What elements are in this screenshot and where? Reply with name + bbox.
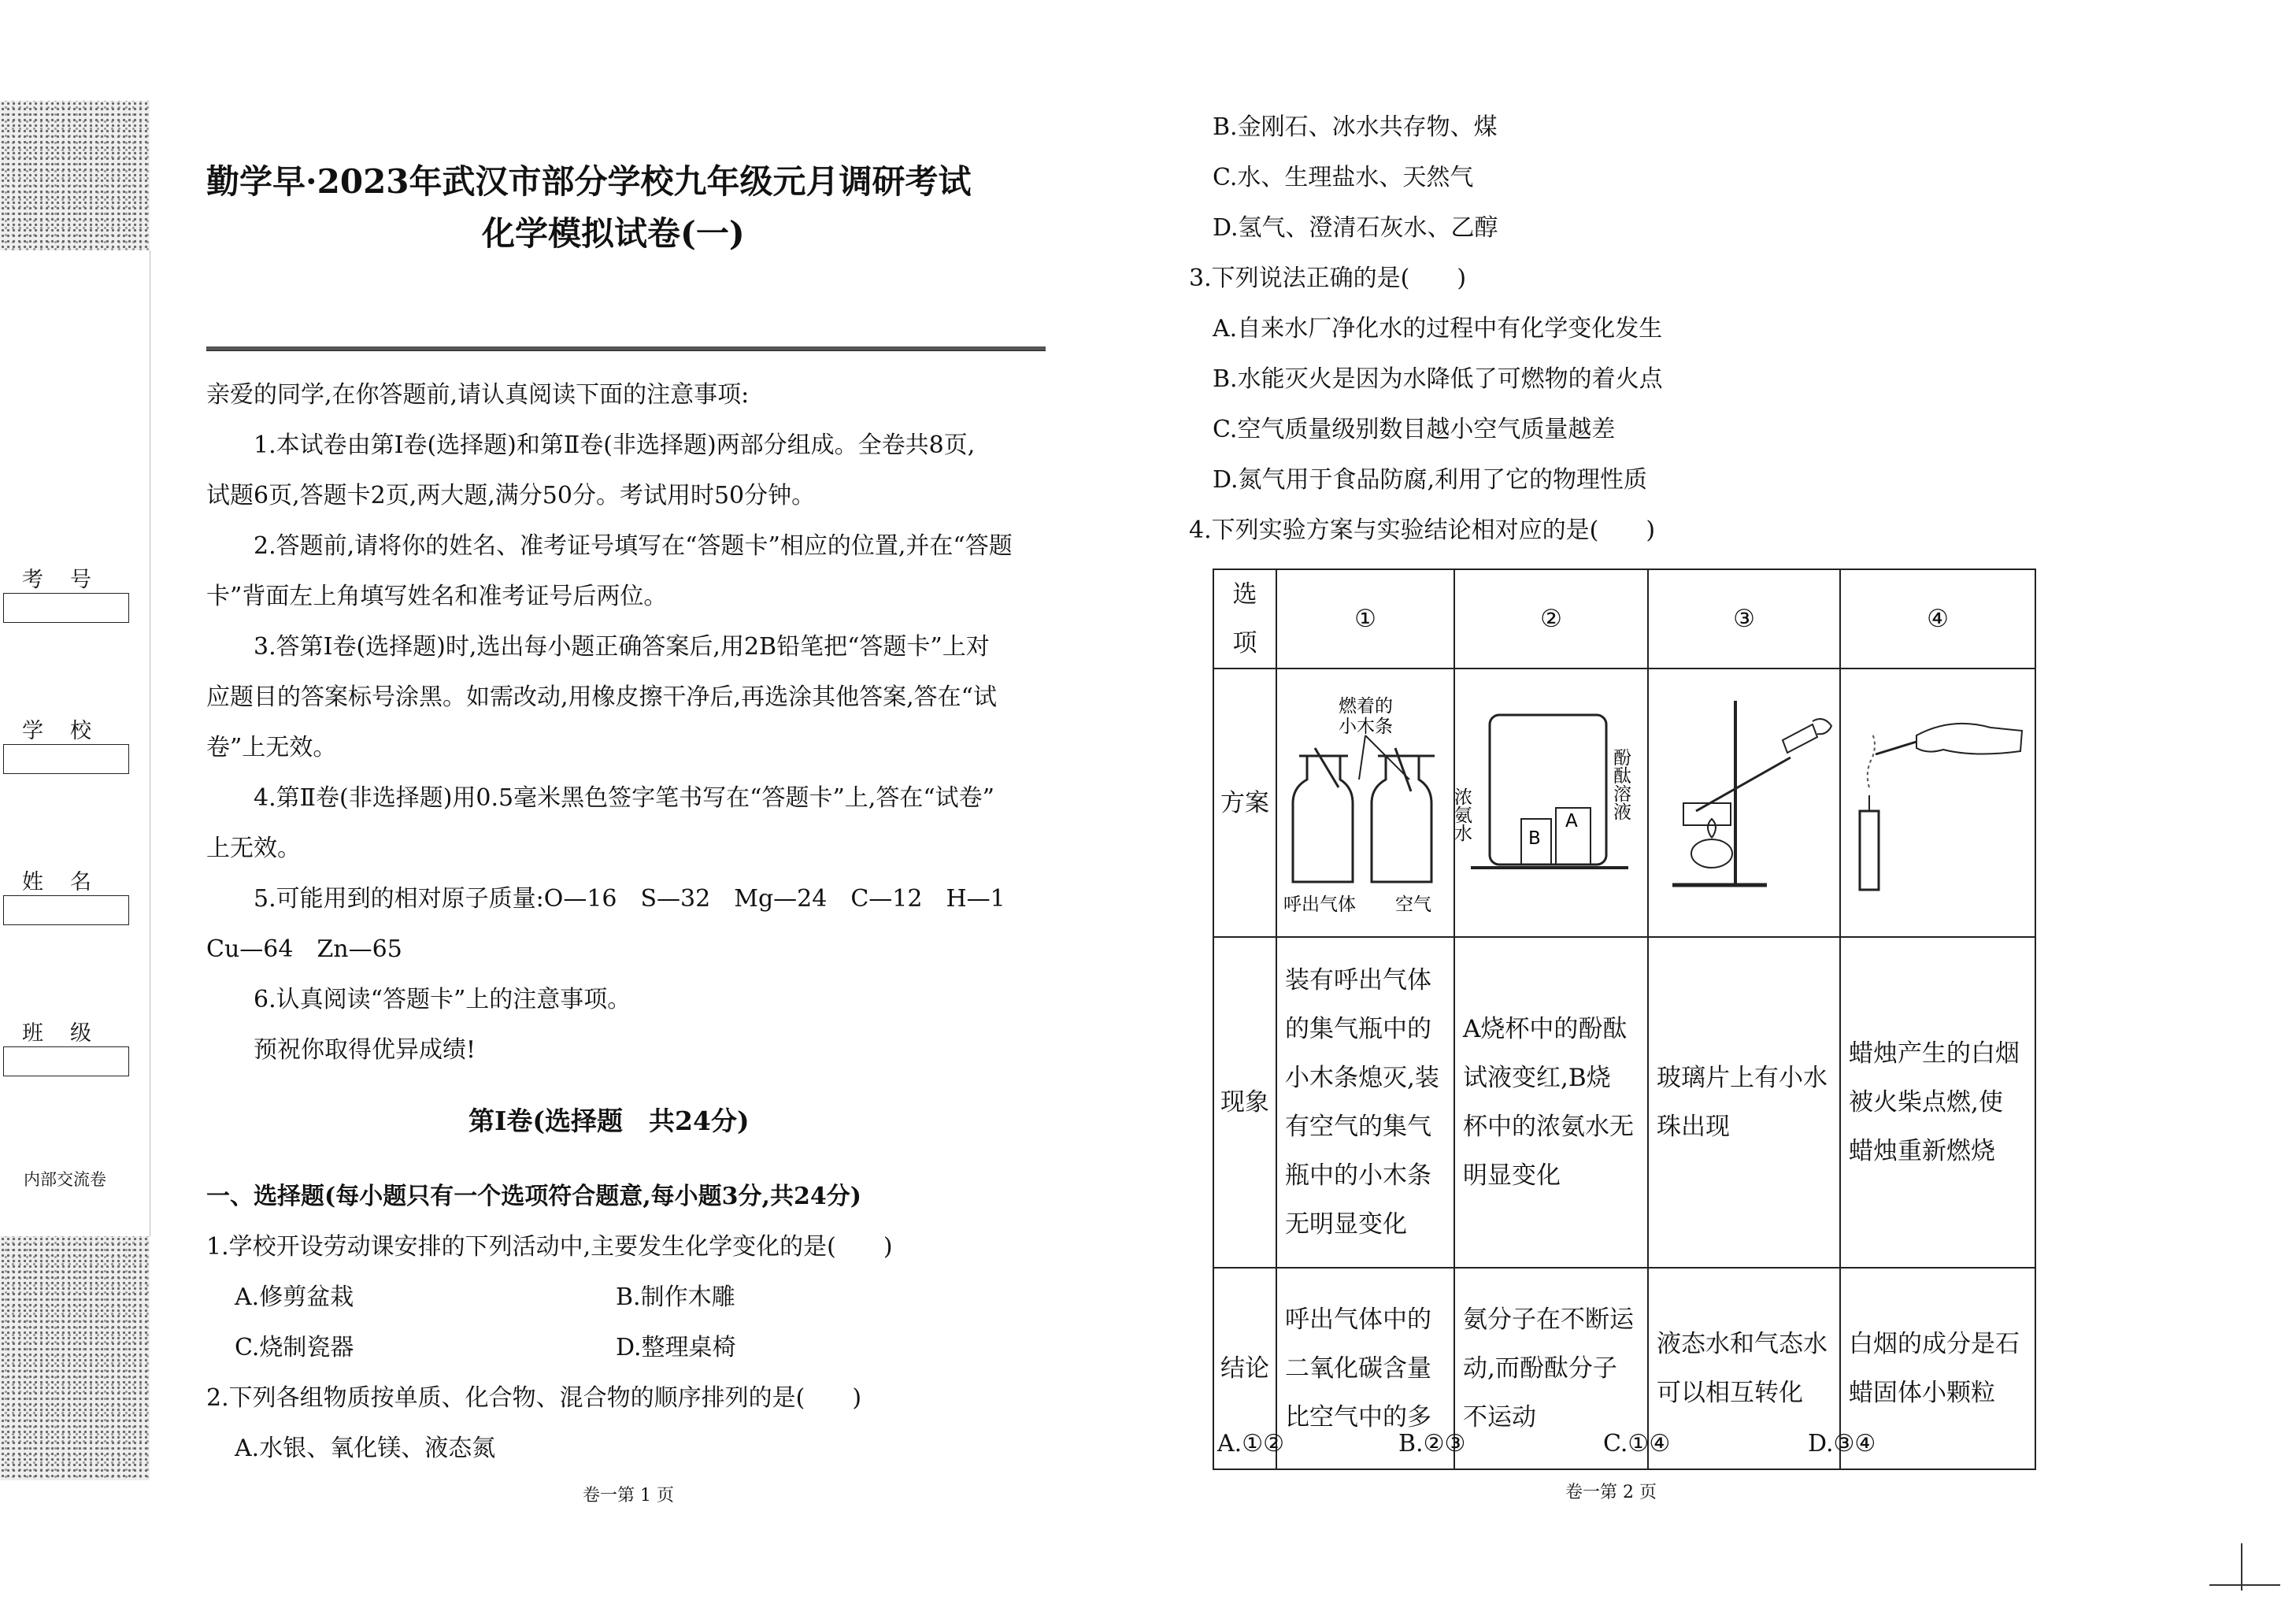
question-4: 4.下列实验方案与实验结论相对应的是( ) xyxy=(1189,517,1656,544)
phen1-line: 有空气的集气 xyxy=(1285,1113,1431,1141)
phen2-line: 试液变红,B烧 xyxy=(1463,1064,1611,1092)
notice-6: 6.认真阅读“答题卡”上的注意事项。 xyxy=(254,986,631,1013)
fig1-label-left: 呼出气体 xyxy=(1283,894,1356,915)
phen4-line: 蜡烛产生的白烟 xyxy=(1849,1039,2020,1068)
conc2-line: 氨分子在不断运 xyxy=(1463,1306,1634,1334)
phenomenon-3 xyxy=(1648,937,1840,1268)
exam-title: 勤学早·2023年武汉市部分学校九年级元月调研考试 xyxy=(206,162,972,201)
notice-2b: 卡”背面左上角填写姓名和准考证号后两位。 xyxy=(206,583,668,610)
header-3: ③ xyxy=(1648,569,1840,669)
question-3: 3.下列说法正确的是( ) xyxy=(1189,265,1467,292)
phen3-line: 珠出现 xyxy=(1657,1113,1730,1141)
conc4-line: 白烟的成分是石 xyxy=(1849,1330,2020,1358)
greeting: 亲爱的同学,在你答题前,请认真阅读下面的注意事项: xyxy=(206,381,750,409)
notice-1a: 1.本试卷由第Ⅰ卷(选择题)和第Ⅱ卷(非选择题)两部分组成。全卷共8页, xyxy=(254,431,976,459)
q4-option-a[interactable]: A.①② xyxy=(1217,1430,1284,1457)
name-label: 姓名 xyxy=(22,870,118,894)
notice-5a: 5.可能用到的相对原子质量:O—16 S—32 Mg—24 C—12 H—1 xyxy=(254,885,1005,913)
conc3-line: 可以相互转化 xyxy=(1657,1379,1803,1407)
table-row-plan xyxy=(1213,669,2035,937)
phen1-line: 的集气瓶中的 xyxy=(1285,1015,1431,1043)
exam-number-field[interactable] xyxy=(3,593,129,623)
phenomenon-4 xyxy=(1840,937,2035,1268)
conc2-line: 不运动 xyxy=(1463,1403,1536,1431)
phen1-line: 小木条熄灭,装 xyxy=(1285,1064,1439,1092)
row-label-conclusion: 结论 xyxy=(1213,1268,1276,1469)
internal-exchange-note: 内部交流卷 xyxy=(24,1170,106,1189)
fig2-beaker-a: A xyxy=(1565,811,1578,831)
title-divider xyxy=(206,346,1046,351)
q2-option-c[interactable]: C.水、生理盐水、天然气 xyxy=(1213,164,1474,191)
q2-option-b[interactable]: B.金刚石、冰水共存物、煤 xyxy=(1213,113,1498,141)
school-label: 学校 xyxy=(22,719,118,743)
q2-option-d[interactable]: D.氢气、澄清石灰水、乙醇 xyxy=(1213,214,1498,242)
notice-3c: 卷”上无效。 xyxy=(206,734,337,761)
phen1-line: 瓶中的小木条 xyxy=(1285,1161,1431,1190)
phenomenon-2 xyxy=(1454,937,1648,1268)
fig1-label-top1: 燃着的 xyxy=(1339,696,1393,717)
conc2-line: 动,而酚酞分子 xyxy=(1463,1354,1617,1383)
notice-5b: Cu—64 Zn—65 xyxy=(206,935,402,963)
figure-2-beakers xyxy=(1451,669,1647,920)
notice-4a: 4.第Ⅱ卷(非选择题)用0.5毫米黑色签字笔书写在“答题卡”上,答在“试卷” xyxy=(254,784,995,812)
figure-3-cell xyxy=(1648,669,1840,937)
crop-mark xyxy=(2241,1543,2242,1591)
table-row-phenomenon xyxy=(1213,937,2035,1268)
figure-4-candle xyxy=(1841,669,2035,920)
fig2-label-left: 浓氨水 xyxy=(1451,787,1472,842)
phen3-line: 玻璃片上有小水 xyxy=(1657,1064,1828,1092)
phen1-line: 无明显变化 xyxy=(1285,1210,1407,1239)
exam-subtitle: 化学模拟试卷(一) xyxy=(482,214,745,253)
conc1-line: 呼出气体中的 xyxy=(1285,1306,1431,1334)
table-header-row xyxy=(1213,569,2035,669)
fig2-label-right: 酚酞溶液 xyxy=(1610,748,1631,820)
q3-option-b[interactable]: B.水能灭火是因为水降低了可燃物的着火点 xyxy=(1213,365,1663,393)
phenomenon-1 xyxy=(1276,937,1454,1268)
binding-strip-top xyxy=(0,101,150,250)
class-field[interactable] xyxy=(3,1046,129,1076)
phen2-line: 明显变化 xyxy=(1463,1161,1561,1190)
figure-2-cell xyxy=(1451,669,1648,937)
q4-option-c[interactable]: C.①④ xyxy=(1603,1430,1671,1457)
q3-option-d[interactable]: D.氮气用于食品防腐,利用了它的物理性质 xyxy=(1213,466,1648,494)
conc1-line: 二氧化碳含量 xyxy=(1285,1354,1431,1383)
header-4: ④ xyxy=(1840,569,2035,669)
q1-option-b[interactable]: B.制作木雕 xyxy=(616,1283,735,1311)
name-field[interactable] xyxy=(3,895,129,925)
row-label-phenomenon: 现象 xyxy=(1213,937,1276,1268)
figure-3-distillation xyxy=(1649,669,1839,920)
phen2-line: A烧杯中的酚酞 xyxy=(1463,1015,1628,1043)
q1-option-d[interactable]: D.整理桌椅 xyxy=(616,1334,736,1361)
figure-1-cell xyxy=(1276,669,1454,937)
q1-option-a[interactable]: A.修剪盆栽 xyxy=(235,1283,354,1311)
question-1: 1.学校开设劳动课安排的下列活动中,主要发生化学变化的是( ) xyxy=(206,1233,893,1261)
phen4-line: 蜡烛重新燃烧 xyxy=(1849,1137,1995,1165)
notice-1b: 试题6页,答题卡2页,两大题,满分50分。考试用时50分钟。 xyxy=(206,482,816,509)
q1-option-c[interactable]: C.烧制瓷器 xyxy=(235,1334,354,1361)
header-1: ① xyxy=(1276,569,1454,669)
section-title: 第Ⅰ卷(选择题 共24分) xyxy=(468,1106,750,1136)
notice-2a: 2.答题前,请将你的姓名、准考证号填写在“答题卡”相应的位置,并在“答题 xyxy=(254,532,1013,560)
q4-option-d[interactable]: D.③④ xyxy=(1808,1430,1876,1457)
header-option: 选项 xyxy=(1213,569,1276,669)
q3-option-c[interactable]: C.空气质量级别数目越小空气质量越差 xyxy=(1213,416,1616,443)
conc3-line: 液态水和气态水 xyxy=(1657,1330,1828,1358)
header-2: ② xyxy=(1454,569,1648,669)
q4-option-b[interactable]: B.②③ xyxy=(1398,1430,1466,1457)
conc4-line: 蜡固体小颗粒 xyxy=(1849,1379,1995,1407)
question-2: 2.下列各组物质按单质、化合物、混合物的顺序排列的是( ) xyxy=(206,1384,862,1412)
row-label-plan: 方案 xyxy=(1213,669,1276,937)
school-field[interactable] xyxy=(3,744,129,774)
fig2-beaker-b: B xyxy=(1528,828,1541,849)
page-footer-left: 卷一第 1 页 xyxy=(583,1486,674,1506)
experiment-table xyxy=(1213,569,2036,1470)
fig1-label-right: 空气 xyxy=(1395,894,1431,915)
q3-option-a[interactable]: A.自来水厂净化水的过程中有化学变化发生 xyxy=(1213,315,1663,343)
figure-4-cell xyxy=(1840,669,2035,937)
q2-option-a[interactable]: A.水银、氧化镁、液态氮 xyxy=(235,1435,496,1462)
figure-1-gas-bottles xyxy=(1277,669,1454,920)
crop-mark xyxy=(2209,1584,2280,1586)
class-label: 班级 xyxy=(22,1021,118,1046)
notice-4b: 上无效。 xyxy=(206,835,301,862)
fig1-label-top2: 小木条 xyxy=(1339,717,1393,737)
exam-number-label: 考号 xyxy=(22,568,118,592)
page-footer-right: 卷一第 2 页 xyxy=(1565,1483,1657,1502)
notice-3b: 应题目的答案标号涂黑。如需改动,用橡皮擦干净后,再选涂其他答案,答在“试 xyxy=(206,683,997,711)
binding-strip-bottom xyxy=(0,1236,150,1480)
phen1-line: 装有呼出气体 xyxy=(1285,966,1431,994)
phen2-line: 杯中的浓氨水无 xyxy=(1463,1113,1634,1141)
best-wishes: 预祝你取得优异成绩! xyxy=(254,1036,476,1064)
part-heading: 一、选择题(每小题只有一个选项符合题意,每小题3分,共24分) xyxy=(206,1183,861,1210)
notice-3a: 3.答第Ⅰ卷(选择题)时,选出每小题正确答案后,用2B铅笔把“答题卡”上对 xyxy=(254,633,990,661)
conc1-line: 比空气中的多 xyxy=(1285,1403,1431,1431)
phen4-line: 被火柴点燃,使 xyxy=(1849,1088,2003,1117)
